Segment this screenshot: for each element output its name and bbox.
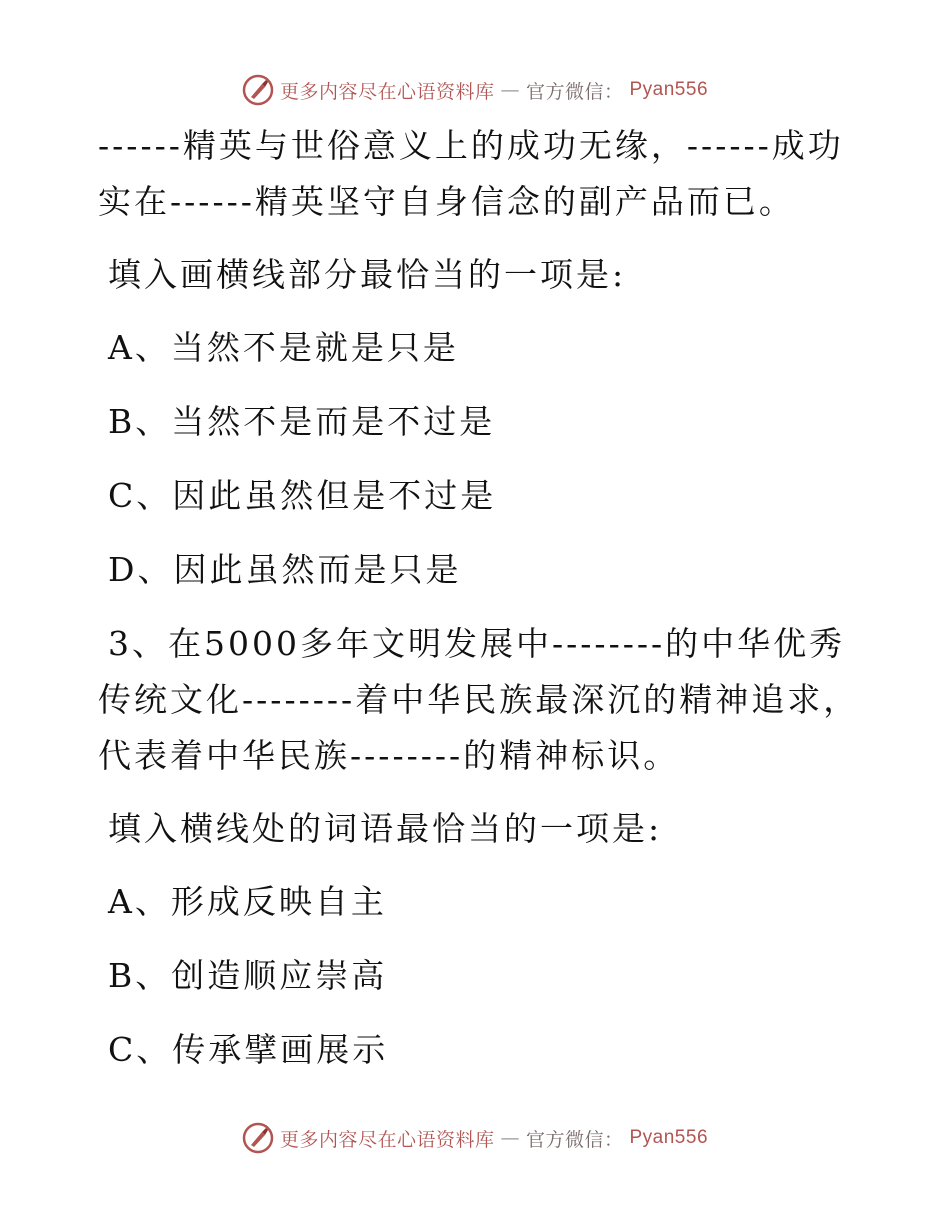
q2-option-b: B、当然不是而是不过是 xyxy=(108,402,496,441)
q3-stem-line: 传统文化--------着中华民族最深沉的精神追求， xyxy=(98,680,860,719)
header-wechat-id: Pyan556 xyxy=(629,79,709,100)
header-banner-content xyxy=(242,74,708,106)
q2-option-c: C、因此虽然但是不过是 xyxy=(108,476,497,515)
q3-stem xyxy=(98,616,868,784)
footer-official-label: 官方微信： xyxy=(525,1128,624,1151)
footer-wechat-id: Pyan556 xyxy=(629,1127,709,1148)
header-separator: — xyxy=(500,79,520,101)
q2-stem-line: ------精英与世俗意义上的成功无缘，------成功 xyxy=(98,126,844,165)
footer-brand-text: 更多内容尽在心语资料库 xyxy=(279,1128,495,1151)
q2-prompt: 填入画横线部分最恰当的一项是: xyxy=(108,255,627,294)
q3-option-b: B、创造顺应崇高 xyxy=(108,956,388,995)
footer-banner xyxy=(0,1118,950,1158)
q3-stem-line: 3、在5000多年文明发展中--------的中华优秀 xyxy=(108,624,846,663)
q2-option-d: D、因此虽然而是只是 xyxy=(108,550,462,589)
q3-stem-line: 代表着中华民族--------的精神标识。 xyxy=(98,736,680,775)
fountain-pen-icon xyxy=(242,74,274,106)
fountain-pen-icon xyxy=(242,1122,274,1154)
q3-option-a: A、形成反映自主 xyxy=(108,882,387,921)
footer-banner-content xyxy=(242,1122,708,1154)
q3-option-c: C、传承擘画展示 xyxy=(108,1030,389,1069)
q2-stem-line: 实在------精英坚守自身信念的副产品而已。 xyxy=(98,182,795,221)
footer-separator: — xyxy=(500,1127,520,1149)
q2-option-a: A、当然不是就是只是 xyxy=(108,328,459,367)
header-banner xyxy=(0,70,950,110)
q3-prompt: 填入横线处的词语最恰当的一项是: xyxy=(108,809,663,848)
document-body xyxy=(98,118,868,1096)
q2-stem xyxy=(98,118,868,230)
header-official-label: 官方微信： xyxy=(525,80,624,103)
header-brand-text: 更多内容尽在心语资料库 xyxy=(279,80,495,103)
